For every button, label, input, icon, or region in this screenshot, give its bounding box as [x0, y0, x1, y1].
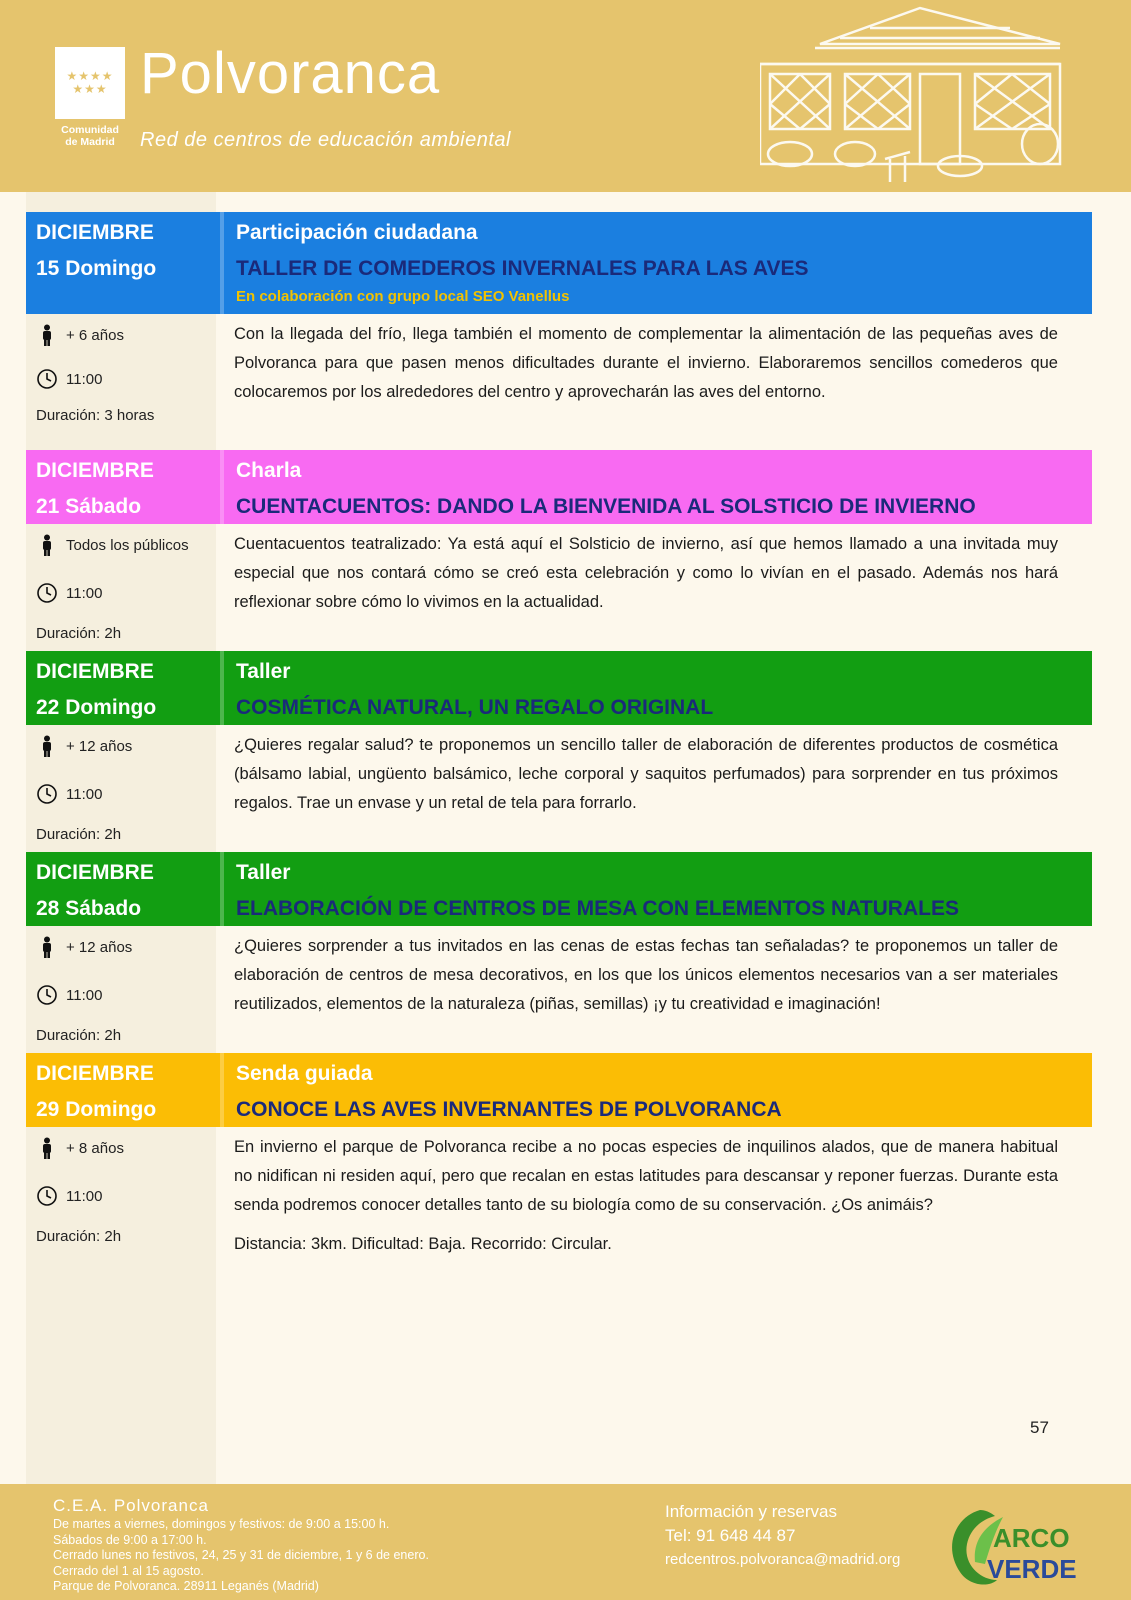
duration-row: [36, 1024, 216, 1046]
time-label: 11:00: [66, 1187, 103, 1205]
event-description: Con la llegada del frío, llega también el momento de complementar la alimentación de las pequeñas aves de Polvoranca para que pasen menos dificultades durante el invierno. Elaboraremos sencillos comederos que colocaremos por los alrededores del centro y aprovecharán las aves del entorno.: [234, 325, 1058, 401]
page-header: [0, 0, 1131, 192]
time-row: [36, 984, 216, 1006]
footer-contact: [665, 1500, 900, 1572]
event-date: DICIEMBRE 28 Sábado: [36, 861, 154, 920]
duration-label: Duración: 2h: [36, 1026, 122, 1044]
time-label: 11:00: [66, 370, 103, 388]
audience-row: [36, 735, 216, 757]
event-category: Senda guiada: [236, 1062, 373, 1085]
audience-row: [36, 936, 216, 958]
event-meta: [36, 324, 216, 426]
event-category: Taller: [236, 861, 291, 884]
time-label: 11:00: [66, 785, 103, 803]
event-category: Taller: [236, 660, 291, 683]
time-row: [36, 368, 216, 390]
duration-row: [36, 823, 216, 845]
event-title-box: [224, 212, 1092, 314]
event-card: [26, 852, 1092, 1053]
person-icon: [36, 1137, 58, 1159]
duration-label: Duración: 2h: [36, 825, 122, 843]
footer-hours: De martes a viernes, domingos y festivos: de 9:00 a 15:00 h. Sábados de 9:00 a 17:00 h. Cerrado lunes no festivos, 24, 25 y 31 de diciembre, 1 y 6 de enero. Cerrado del 1 al 15 agosto. Parque de Polvoranca. 28911 Leganés (Madrid): [53, 1517, 429, 1593]
event-date: DICIEMBRE 21 Sábado: [36, 459, 154, 518]
event-header: [26, 852, 1092, 926]
time-row: [36, 783, 216, 805]
house-illustration-icon: [760, 4, 1080, 190]
event-date: DICIEMBRE 29 Domingo: [36, 1062, 157, 1121]
phone: Tel: 91 648 44 87: [665, 1526, 796, 1545]
footer-title: C.E.A. Polvoranca: [53, 1496, 209, 1515]
event-description: ¿Quieres sorprender a tus invitados en las cenas de estas fechas tan señaladas? te proponemos un taller de elaboración de centros de mesa decorativos, en los que los únicos elementos necesarios van a ser materiales reutilizados, elementos de la naturaleza (piñas, semillas) ¡y tu creatividad e imaginación!: [234, 937, 1058, 1013]
event-collaboration: En colaboración con grupo local SEO Vanellus: [236, 288, 570, 305]
verde-text: VERDE: [987, 1554, 1077, 1584]
event-title-box: [224, 450, 1092, 524]
clock-icon: [36, 582, 58, 604]
brand-title: Polvoranca: [140, 41, 441, 106]
event-card: [26, 651, 1092, 852]
time-label: 11:00: [66, 584, 103, 602]
event-meta: [36, 534, 216, 644]
person-icon: [36, 735, 58, 757]
audience-label: + 8 años: [66, 1139, 124, 1157]
duration-label: Duración: 2h: [36, 1227, 122, 1245]
time-label: 11:00: [66, 986, 103, 1004]
time-row: [36, 582, 216, 604]
event-title: TALLER DE COMEDEROS INVERNALES PARA LAS AVES: [236, 257, 809, 280]
event-title: ELABORACIÓN DE CENTROS DE MESA CON ELEMENTOS NATURALES: [236, 897, 959, 920]
event-description: En invierno el parque de Polvoranca recibe a no pocas especies de inquilinos alados, que de manera habitual no nidifican ni residen aquí, pero que recalan en estas latitudes para descansar y reponer fuerzas. Durante esta senda podremos conocer detalles tanto de su biología como de su conservación. ¿Os animáis? Distancia: 3km. Dificultad: Baja. Recorrido: Circular.: [234, 1138, 1058, 1253]
event-category: Participación ciudadana: [236, 221, 478, 244]
event-date: DICIEMBRE 22 Domingo: [36, 660, 157, 719]
event-header: [26, 212, 1092, 314]
clock-icon: [36, 984, 58, 1006]
clock-icon: [36, 783, 58, 805]
audience-row: [36, 324, 216, 346]
audience-label: Todos los públicos: [66, 536, 189, 554]
event-description: Cuentacuentos teatralizado: Ya está aquí el Solsticio de invierno, así que hemos llamado a una invitada muy especial que nos contará cómo se creó esta celebración y como lo vivían en el pasado. Además nos hará reflexionar sobre cómo lo vivimos en la actualidad.: [234, 535, 1058, 611]
audience-label: + 12 años: [66, 938, 133, 956]
event-card: [26, 1053, 1092, 1327]
comunidad-madrid-logo: [55, 47, 125, 119]
arco-text: ARCO: [993, 1523, 1070, 1553]
clock-icon: [36, 368, 58, 390]
clock-icon: [36, 1185, 58, 1207]
person-icon: [36, 936, 58, 958]
event-body: [26, 1127, 1092, 1327]
event-meta: [36, 936, 216, 1046]
person-icon: [36, 534, 58, 556]
audience-label: + 12 años: [66, 737, 133, 755]
duration-row: [36, 1225, 216, 1247]
person-icon: [36, 324, 58, 346]
audience-row: [36, 1137, 216, 1159]
event-body: [26, 926, 1092, 1053]
duration-row: [36, 622, 216, 644]
duration-label: Duración: 2h: [36, 624, 122, 642]
event-title-box: [224, 852, 1092, 926]
event-title: COSMÉTICA NATURAL, UN REGALO ORIGINAL: [236, 696, 714, 719]
event-date: DICIEMBRE 15 Domingo: [36, 221, 157, 280]
event-card: [26, 212, 1092, 450]
event-meta: [36, 1137, 216, 1247]
event-description: ¿Quieres regalar salud? te proponemos un sencillo taller de elaboración de diferentes productos de cosmética (bálsamo labial, ungüento balsámico, leche corporal y saquitos perfumados) para sorprender en tus próximos regalos. Trae un envase y un retal de tela para forrarlo.: [234, 736, 1058, 812]
info-title: Información y reservas: [665, 1502, 837, 1521]
stars-icon: ★★★★ ★★★: [66, 69, 114, 96]
audience-row: [36, 534, 216, 556]
event-header: [26, 450, 1092, 524]
page-number: 57: [1030, 1418, 1049, 1437]
logo-label: Comunidad de Madrid: [61, 124, 119, 148]
event-body: [26, 725, 1092, 852]
email-link[interactable]: redcentros.polvoranca@madrid.org: [665, 1551, 901, 1568]
event-header: [26, 1053, 1092, 1127]
arco-verde-logo: [935, 1492, 1085, 1592]
event-body: [26, 524, 1092, 651]
audience-label: + 6 años: [66, 326, 124, 344]
duration-row: [36, 404, 216, 426]
time-row: [36, 1185, 216, 1207]
brand-tagline: Red de centros de educación ambiental: [140, 129, 511, 151]
event-card: [26, 450, 1092, 651]
page-footer: [0, 1484, 1131, 1600]
event-header: [26, 651, 1092, 725]
event-meta: [36, 735, 216, 845]
event-body: [26, 314, 1092, 450]
event-category: Charla: [236, 459, 302, 482]
event-title-box: [224, 651, 1092, 725]
duration-label: Duración: 3 horas: [36, 406, 155, 424]
event-title: CONOCE LAS AVES INVERNANTES DE POLVORANCA: [236, 1098, 782, 1121]
event-title: CUENTACUENTOS: DANDO LA BIENVENIDA AL SOLSTICIO DE INVIERNO: [236, 495, 976, 518]
event-title-box: [224, 1053, 1092, 1127]
